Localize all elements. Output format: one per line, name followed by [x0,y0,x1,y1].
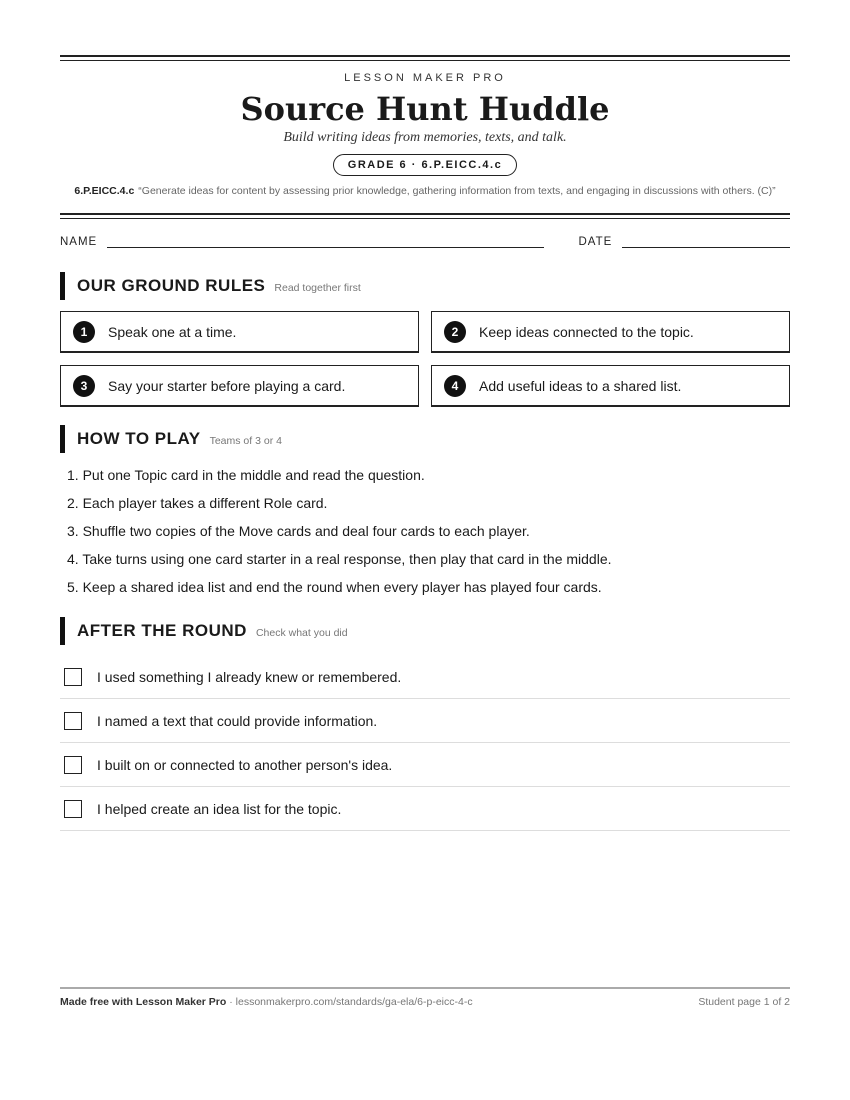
checklist-text: I named a text that could provide information. [97,712,378,729]
page-subtitle: Build writing ideas from memories, texts, and talk. [283,130,567,145]
step-item: 2. Each player takes a different Role card. [67,495,328,511]
worksheet-page [60,55,790,831]
section-note: Check what you did [255,626,348,639]
ground-rule-card [60,311,419,353]
grade-badge-wrap [60,154,790,176]
checkbox[interactable] [64,668,82,686]
footer-url[interactable]: · lessonmakerpro.com/standards/ga-ela/6-p-eicc-4-c [226,996,473,1008]
checklist-text: I used something I already knew or remembered. [97,668,402,685]
section-title: HOW TO PLAY [77,429,201,448]
rule-text: Say your starter before playing a card. [108,377,346,394]
standard-statement [70,184,780,199]
rule-number: 1 [73,321,95,343]
after-round-heading [60,617,790,645]
ground-rule-card [431,365,790,407]
page-footer [60,987,790,1008]
rule-number: 4 [444,375,466,397]
ground-rule-card [60,365,419,407]
name-label: NAME [60,236,98,248]
date-label: DATE [578,236,613,248]
how-to-play-steps [60,461,790,601]
rule-text: Speak one at a time. [108,323,237,340]
name-date-row [60,235,790,248]
how-to-play-heading [60,425,790,453]
step-item: 5. Keep a shared idea list and end the round when every player has played four cards. [67,579,602,595]
ground-rules-heading [60,272,790,300]
checkbox[interactable] [64,712,82,730]
brand-name: LESSON MAKER PRO [344,72,506,84]
section-note: Read together first [274,281,361,294]
top-rule [60,55,790,61]
grade-badge: GRADE 6 · 6.P.EICC.4.c [333,154,517,176]
footer-page-number: Student page 1 of 2 [698,996,790,1008]
header-bottom-rule [60,213,790,219]
section-note: Teams of 3 or 4 [209,434,282,447]
ground-rules-grid [60,311,790,407]
standard-text: “Generate ideas for content by assessing prior knowledge, gathering information from texts, and engaging in discussions with others. (C)” [138,185,776,197]
ground-rule-card [431,311,790,353]
footer-credit [60,996,473,1008]
rule-text: Add useful ideas to a shared list. [479,377,682,394]
date-field-line[interactable] [622,235,790,248]
checkbox[interactable] [64,800,82,818]
footer-made-with: Made free with Lesson Maker Pro [60,996,227,1008]
checklist-item [60,787,790,831]
rule-number: 3 [73,375,95,397]
name-field-line[interactable] [107,235,544,248]
after-round-checklist [60,655,790,831]
checklist-item [60,743,790,787]
page-title: Source Hunt Huddle [240,90,610,128]
section-title: OUR GROUND RULES [77,276,266,295]
rule-number: 2 [444,321,466,343]
checklist-text: I helped create an idea list for the topic. [97,800,342,817]
step-item: 1. Put one Topic card in the middle and read the question. [67,467,425,483]
section-title: AFTER THE ROUND [77,621,247,640]
checkbox[interactable] [64,756,82,774]
step-item: 3. Shuffle two copies of the Move cards and deal four cards to each player. [67,523,530,539]
standard-code: 6.P.EICC.4.c [74,185,135,197]
checklist-item [60,655,790,699]
checklist-item [60,699,790,743]
step-item: 4. Take turns using one card starter in a real response, then play that card in the middle. [67,551,612,567]
rule-text: Keep ideas connected to the topic. [479,323,694,340]
checklist-text: I built on or connected to another person's idea. [97,756,393,773]
